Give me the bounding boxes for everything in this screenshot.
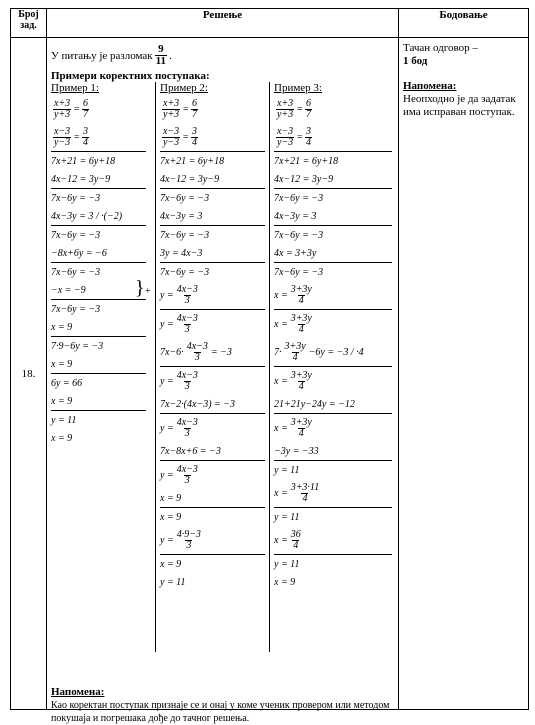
eq-step: y = $\frac{4x-3}{3}$ xyxy=(160,463,198,486)
eq-step: 7x−6y = −3 xyxy=(274,229,324,241)
header-solution: Решење xyxy=(47,9,399,38)
eq-step: 4x−12 = 3y−9 xyxy=(160,170,265,189)
eq-step: 7x−6y = −3 xyxy=(51,229,101,241)
eq-ratio-1: $\frac{x+3}{y+3}$ = $\frac{6}{7}$ xyxy=(163,97,197,120)
eq-step: x = 9 xyxy=(51,355,146,374)
eq-step: 4x−12 = 3y−9 xyxy=(274,170,392,189)
intro-text: У питању је разломак xyxy=(51,49,153,62)
plus-sign: + xyxy=(145,286,151,297)
divider-line xyxy=(155,82,156,652)
task-row xyxy=(11,38,529,710)
eq-step: y = $\frac{4x-3}{3}$ xyxy=(160,312,198,335)
example-1 xyxy=(51,82,146,447)
examples-title: Примери коректних поступака: xyxy=(51,70,210,82)
brace-symbol: } xyxy=(135,277,145,299)
header-row xyxy=(11,9,529,38)
eq-step: y = $\frac{4\cdot 9-3}{3}$ xyxy=(160,526,265,555)
eq-ratio-1: $\frac{x+3}{y+3}$ = $\frac{6}{7}$ xyxy=(54,97,88,120)
eq-step: 21+21y−24y = −12 xyxy=(274,395,392,414)
eq-step: 4x−12 = 3y−9 xyxy=(51,170,146,189)
eq-step: y = 11 xyxy=(51,414,77,426)
eq-step: 3y = 4x−3 xyxy=(160,244,265,263)
example-1-title: Пример 1: xyxy=(51,82,99,94)
eq-step: x = $\frac{3+3y}{4}$ xyxy=(274,369,312,392)
eq-step: −8x+6y = −6 xyxy=(51,244,146,263)
answer-denominator: 11 xyxy=(155,55,167,67)
solution-cell xyxy=(47,38,399,724)
header-task-number: Број зад. xyxy=(11,9,47,38)
header-score: Бодовање xyxy=(399,9,529,38)
eq-step: 7x−6y = −3 xyxy=(51,266,101,278)
eq-ratio-2: $\frac{x-3}{y-3}$ = $\frac{3}{4}$ xyxy=(51,123,146,152)
eq-step: 7·9−6y = −3 xyxy=(51,340,104,352)
eq-step: x = 9 xyxy=(51,432,73,444)
eq-step: y = 11 xyxy=(274,558,300,570)
eq-step: y = 11 xyxy=(274,464,300,476)
eq-step: x = $\frac{3+3y}{4}$ xyxy=(274,312,312,335)
eq-step: 7x−6· $\frac{4x-3}{3}$ = −3 xyxy=(160,338,265,367)
eq-step: 7x−6y = −3 xyxy=(160,229,210,241)
eq-step: 7x−6y = −3 xyxy=(160,266,210,278)
score-note-text: Неопходно је да задатак има исправан поступак. xyxy=(403,93,516,118)
eq-ratio-1: $\frac{x+3}{y+3}$ = $\frac{6}{7}$ xyxy=(277,97,311,120)
example-2-title: Пример 2: xyxy=(160,82,208,94)
footer-note-title: Напомена: xyxy=(51,686,105,698)
eq-step: x = 9 xyxy=(160,558,182,570)
eq-step: −3y = −33 xyxy=(274,442,392,461)
eq-step: 7x−6y = −3 xyxy=(51,303,101,315)
eq-step: x = 9 xyxy=(160,489,265,508)
intro-line: У питању је разломак $\frac{9}{11}$ . xyxy=(51,43,172,67)
eq-step: 7x+21 = 6y+18 xyxy=(160,155,225,167)
example-3 xyxy=(274,82,392,591)
example-3-title: Пример 3: xyxy=(274,82,322,94)
score-line1: Тачан одговор – xyxy=(403,42,478,54)
eq-step: x = $\frac{36}{4}$ xyxy=(274,526,392,555)
divider-line xyxy=(269,82,270,652)
eq-step: y = $\frac{4x-3}{3}$ xyxy=(160,369,198,392)
eq-step: 6y = 66 xyxy=(51,377,83,389)
eq-step: 4x−3y = 3 / ·(−2) xyxy=(51,207,146,226)
answer-fraction xyxy=(155,44,167,67)
eq-step: x = $\frac{3+3\cdot 11}{4}$ xyxy=(274,479,392,508)
eq-step: 7x+21 = 6y+18 xyxy=(51,155,116,167)
eq-step: 7x+21 = 6y+18 xyxy=(274,155,339,167)
answer-numerator: 9 xyxy=(158,43,164,55)
task-number: 18. xyxy=(11,38,47,710)
eq-step: 7x−6y = −3 xyxy=(160,192,210,204)
example-2 xyxy=(160,82,265,591)
eq-step: 7· $\frac{3+3y}{4}$ −6y = −3 / ·4 xyxy=(274,338,392,367)
eq-step: x = 9 xyxy=(274,576,296,588)
eq-step: 4x−3y = 3 xyxy=(160,207,265,226)
eq-step: x = 9 xyxy=(51,318,146,337)
eq-step: 4x−3y = 3 xyxy=(274,207,392,226)
eq-step: x = $\frac{3+3y}{4}$ xyxy=(274,281,392,310)
eq-step: −x = −9 xyxy=(51,281,146,300)
score-cell xyxy=(399,38,529,710)
eq-step: 7x−6y = −3 xyxy=(274,192,324,204)
eq-step: 7x−6y = −3 xyxy=(51,192,101,204)
eq-step: y = $\frac{4x-3}{3}$ xyxy=(160,416,198,439)
eq-ratio-2: $\frac{x-3}{y-3}$ = $\frac{3}{4}$ xyxy=(160,123,265,152)
eq-step: y = 11 xyxy=(160,576,186,588)
eq-step: x = $\frac{3+3y}{4}$ xyxy=(274,416,312,439)
eq-step: 7x−6y = −3 xyxy=(274,266,324,278)
eq-step: x = 9 xyxy=(160,511,182,523)
eq-step: 7x−2·(4x−3) = −3 xyxy=(160,395,265,414)
eq-ratio-2: $\frac{x-3}{y-3}$ = $\frac{3}{4}$ xyxy=(274,123,392,152)
footer-note-text: Као коректан поступак признаје се и онај у коме ученик провером или методом покушаја и погрешака дође до тачног решења. xyxy=(51,700,390,724)
eq-step: y = 11 xyxy=(274,511,300,523)
eq-step: y = $\frac{4x-3}{3}$ xyxy=(160,281,265,310)
eq-step: 4x = 3+3y xyxy=(274,244,392,263)
score-line2: 1 бод xyxy=(403,55,428,67)
eq-step: x = 9 xyxy=(51,392,146,411)
solution-table xyxy=(10,8,529,724)
score-note-title: Напомена: xyxy=(403,80,457,92)
eq-step: 7x−8x+6 = −3 xyxy=(160,442,265,461)
